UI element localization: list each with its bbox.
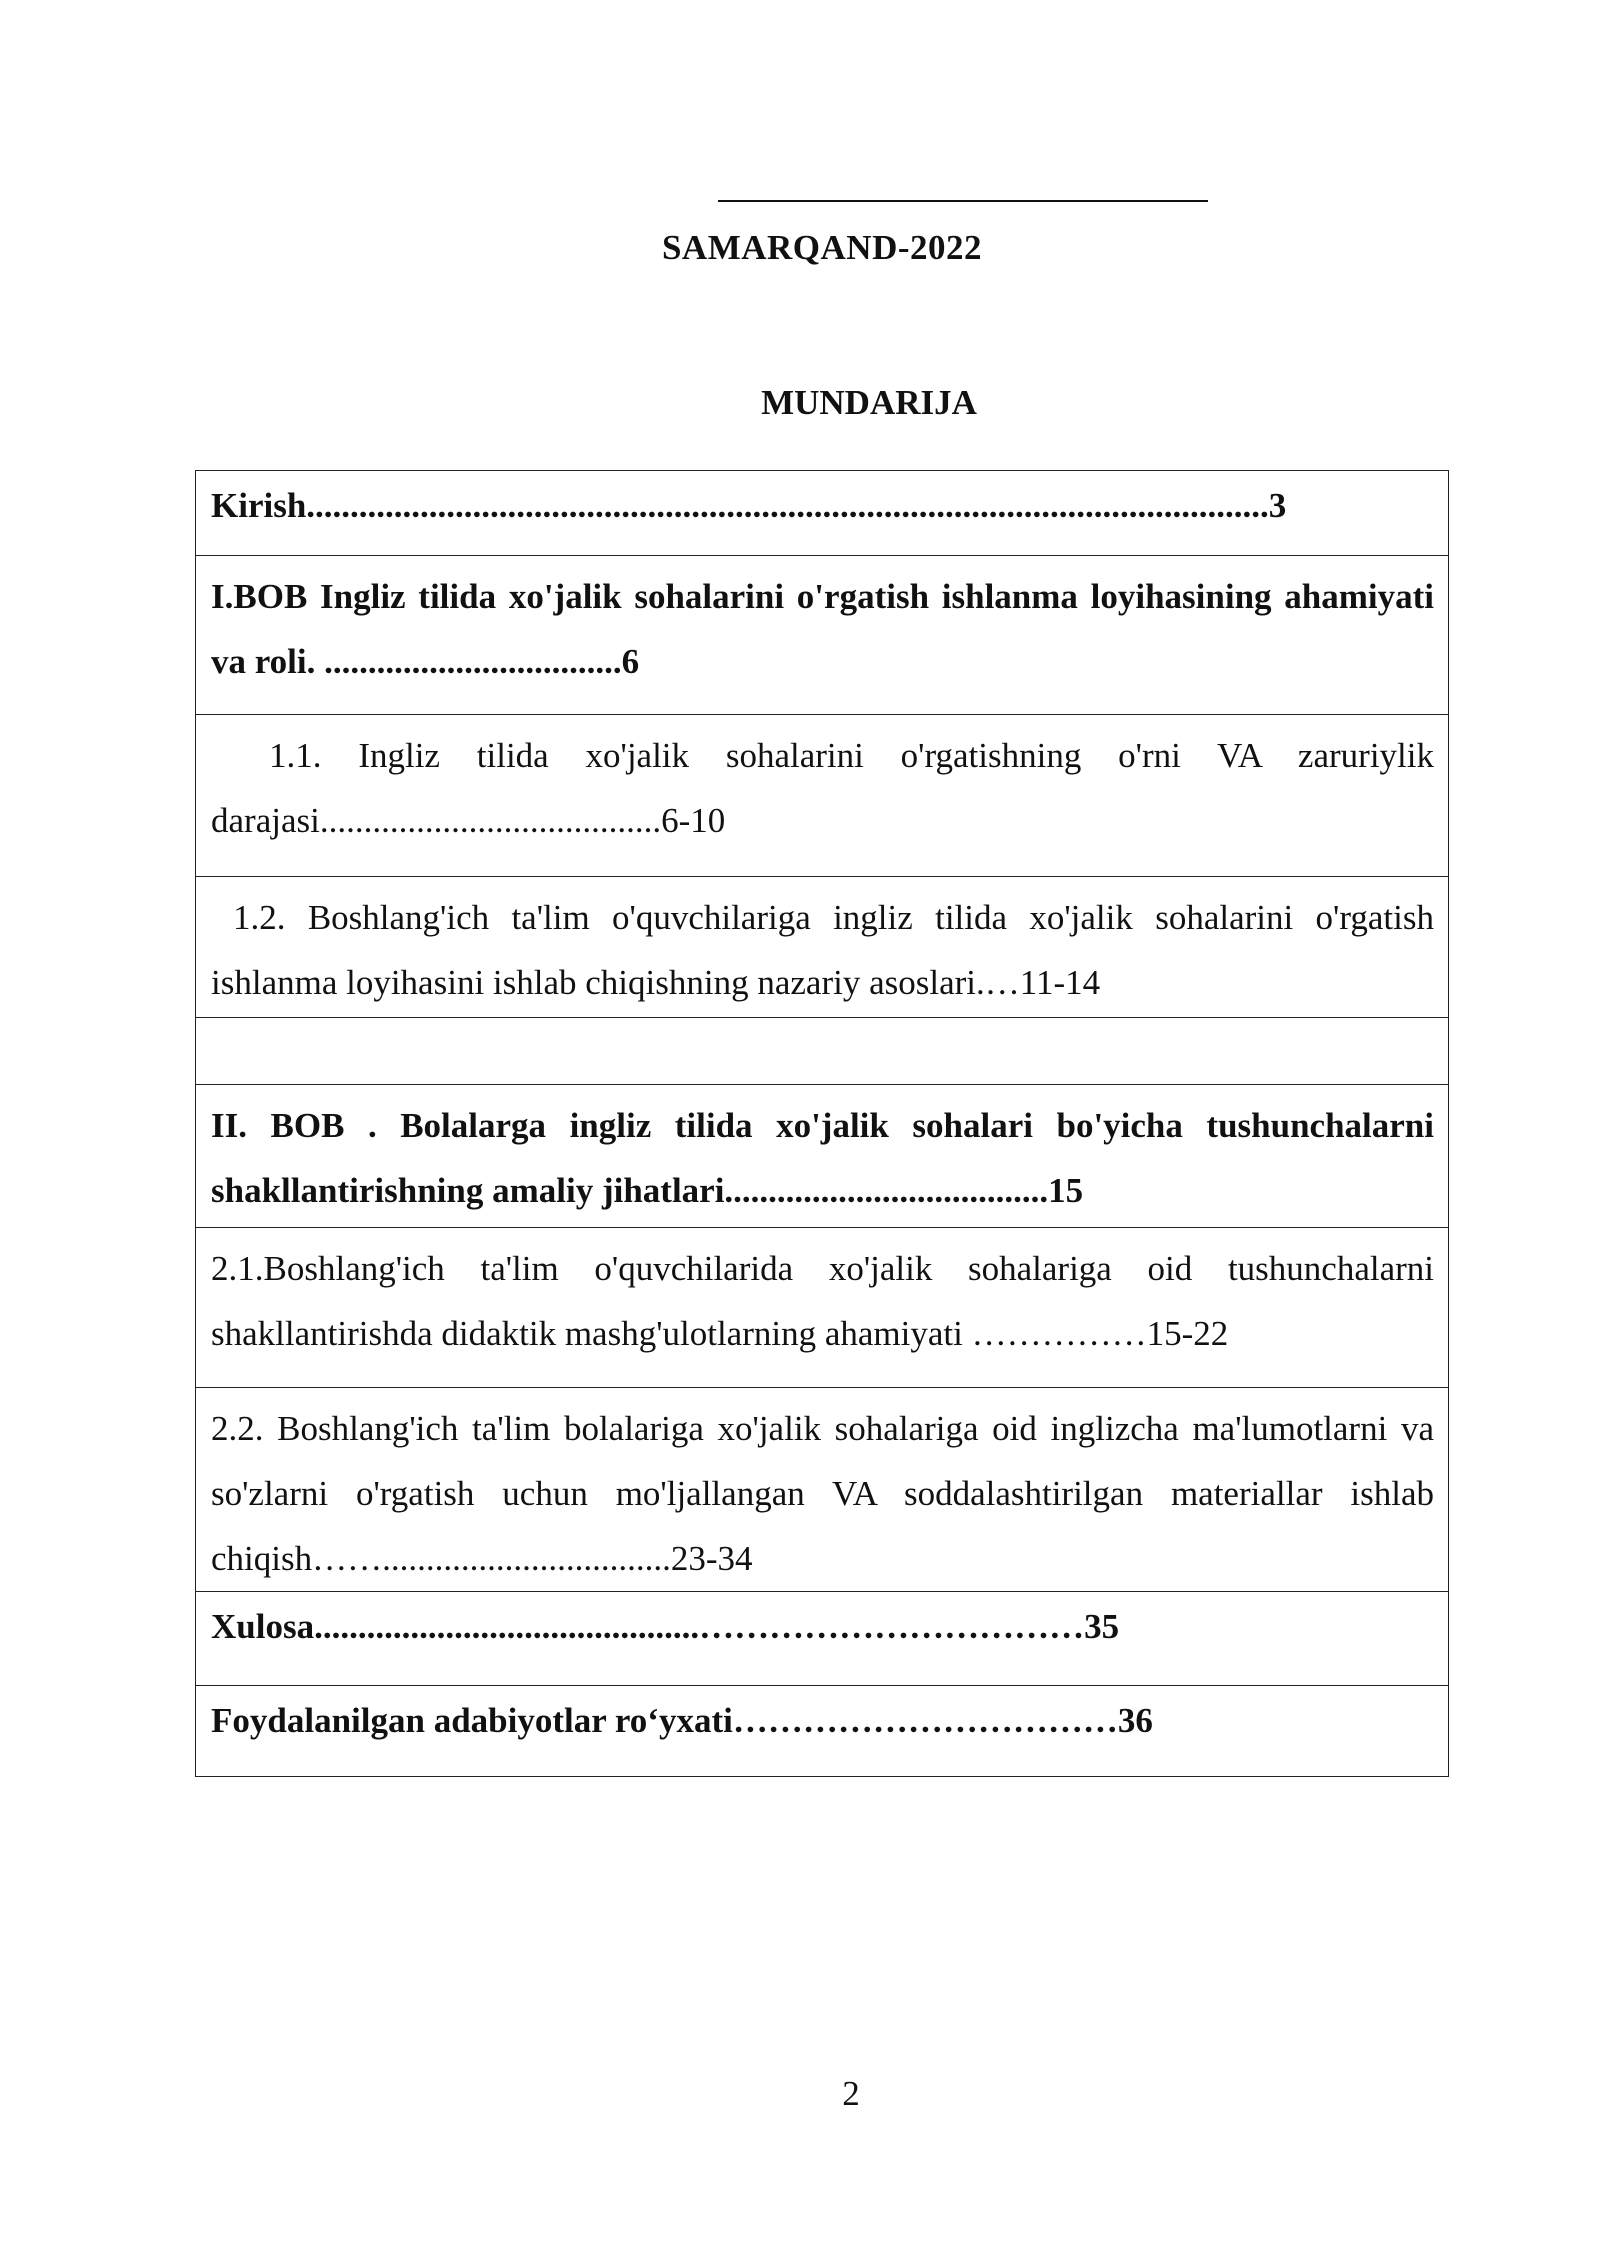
toc-entry-section-1-1 bbox=[196, 715, 1449, 877]
toc-row bbox=[196, 1686, 1449, 1777]
toc-row bbox=[196, 556, 1449, 715]
toc-entry-references: Foydalanilgan adabiyotlar ro‘yxati……………………………36 bbox=[196, 1686, 1449, 1777]
toc-row bbox=[196, 1228, 1449, 1388]
toc-entry-text: 1.2. Boshlang'ich ta'lim o'quvchilariga ingliz tilida xo'jalik sohalarini o'rgatish ishlanma loyihasini ishlab chiqishning nazariy asoslari.…11-14 bbox=[211, 898, 1434, 1002]
page-number: 2 bbox=[842, 2074, 860, 2113]
toc-entry-chapter-1: I.BOB Ingliz tilida xo'jalik sohalarini o'rgatish ishlanma loyihasining ahamiyati va roli. ..................................6 bbox=[196, 556, 1449, 715]
toc-entry-empty bbox=[196, 1018, 1449, 1085]
city-year-heading: SAMARQAND-2022 bbox=[661, 228, 983, 267]
toc-entry-section-2-1: 2.1.Boshlang'ich ta'lim o'quvchilarida xo'jalik sohalariga oid tushunchalarni shakllantirishda didaktik mashg'ulotlarning ahamiyati ……………15-22 bbox=[196, 1228, 1449, 1388]
toc-entry-introduction: Kirish..............................................................................................................3 bbox=[196, 471, 1449, 556]
toc-row bbox=[196, 471, 1449, 556]
toc-entry-chapter-2: II. BOB . Bolalarga ingliz tilida xo'jalik sohalari bo'yicha tushunchalarni shakllantirishning amaliy jihatlari.....................................15 bbox=[196, 1085, 1449, 1228]
toc-entry-conclusion: Xulosa............................................……………………………35 bbox=[196, 1592, 1449, 1686]
toc-table bbox=[195, 470, 1449, 1777]
toc-row bbox=[196, 715, 1449, 877]
toc-entry-section-2-2: 2.2. Boshlang'ich ta'lim bolalariga xo'jalik sohalariga oid inglizcha ma'lumotlarni va so'zlarni o'rgatish uchun mo'ljallangan VA soddalashtirilgan materiallar ishlab chiqish…….................................23-34 bbox=[196, 1388, 1449, 1592]
toc-row bbox=[196, 1388, 1449, 1592]
toc-row bbox=[196, 877, 1449, 1018]
toc-row bbox=[196, 1592, 1449, 1686]
toc-entry-text: 1.1. Ingliz tilida xo'jalik sohalarini o'rgatishning o'rni VA zaruriylik darajasi.......................................6-10 bbox=[211, 736, 1434, 840]
toc-entry-section-1-2 bbox=[196, 877, 1449, 1018]
toc-row bbox=[196, 1018, 1449, 1085]
toc-title: MUNDARIJA bbox=[761, 383, 977, 422]
signature-line bbox=[718, 200, 1208, 202]
toc-row bbox=[196, 1085, 1449, 1228]
